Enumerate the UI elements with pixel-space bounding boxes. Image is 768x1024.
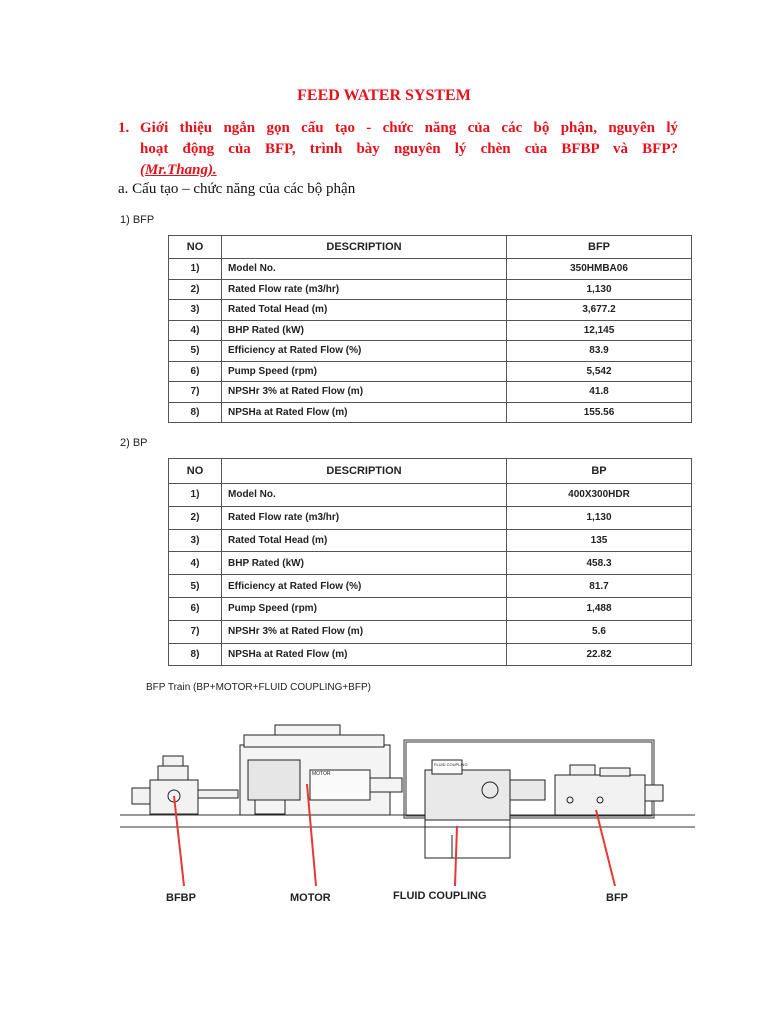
col-header-no: NO — [169, 459, 222, 484]
question-line-2: hoạt động của BFP, trình bày nguyên lý chèn của BFBP và BFP? — [140, 141, 678, 157]
row-value: 350HMBA06 — [507, 259, 692, 280]
row-description: Model No. — [222, 259, 507, 280]
bfp-pump — [555, 765, 663, 815]
row-value: 22.82 — [507, 643, 692, 666]
row-value: 83.9 — [507, 341, 692, 362]
row-description: Efficiency at Rated Flow (%) — [222, 575, 507, 598]
row-number: 7) — [169, 620, 222, 643]
question-number: 1. — [118, 120, 130, 136]
row-value: 5,542 — [507, 361, 692, 382]
row-value: 41.8 — [507, 382, 692, 403]
train-title: BFP Train (BP+MOTOR+FLUID COUPLING+BFP) — [146, 682, 371, 693]
col-header-description: DESCRIPTION — [222, 236, 507, 259]
col-header-description: DESCRIPTION — [222, 459, 507, 484]
row-description: Pump Speed (rpm) — [222, 361, 507, 382]
row-number: 1) — [169, 484, 222, 507]
row-number: 1) — [169, 259, 222, 280]
row-value: 5.6 — [507, 620, 692, 643]
subheading-a: a. Cấu tạo – chức năng của các bộ phận — [118, 181, 356, 197]
bfbp-pump — [132, 756, 238, 814]
row-description: Rated Flow rate (m3/hr) — [222, 279, 507, 300]
callout-bfp: BFP — [606, 892, 628, 904]
row-value: 155.56 — [507, 402, 692, 423]
fluid-coupling-unit — [425, 760, 545, 858]
row-value: 12,145 — [507, 320, 692, 341]
row-value: 1,130 — [507, 506, 692, 529]
bp-section-label: 2) BP — [120, 437, 148, 449]
row-value: 1,130 — [507, 279, 692, 300]
row-number: 6) — [169, 597, 222, 620]
row-description: BHP Rated (kW) — [222, 552, 507, 575]
question-author: (Mr.Thang). — [140, 162, 217, 178]
row-number: 4) — [169, 320, 222, 341]
row-number: 3) — [169, 300, 222, 321]
callout-fluid-coupling: FLUID COUPLING — [393, 890, 487, 902]
bfp-section-label: 1) BFP — [120, 214, 155, 226]
callout-motor: MOTOR — [290, 892, 331, 904]
row-description: NPSHa at Rated Flow (m) — [222, 643, 507, 666]
row-number: 2) — [169, 279, 222, 300]
row-value: 3,677.2 — [507, 300, 692, 321]
question-line-1: Giới thiệu ngắn gọn cấu tạo - chức năng của các bộ phận, nguyên lý — [140, 120, 678, 136]
coupling-plate-text: FLUID COUPLING — [434, 762, 468, 767]
row-number: 5) — [169, 575, 222, 598]
col-header-bfp: BFP — [507, 236, 692, 259]
row-description: Rated Total Head (m) — [222, 529, 507, 552]
row-value: 458.3 — [507, 552, 692, 575]
document-title: FEED WATER SYSTEM — [297, 87, 471, 104]
callout-bfbp: BFBP — [166, 892, 196, 904]
row-number: 5) — [169, 341, 222, 362]
row-number: 7) — [169, 382, 222, 403]
motor-unit — [240, 725, 402, 815]
row-number: 3) — [169, 529, 222, 552]
row-description: NPSHa at Rated Flow (m) — [222, 402, 507, 423]
row-number: 2) — [169, 506, 222, 529]
row-description: NPSHr 3% at Rated Flow (m) — [222, 382, 507, 403]
row-number: 6) — [169, 361, 222, 382]
row-value: 135 — [507, 529, 692, 552]
row-description: BHP Rated (kW) — [222, 320, 507, 341]
row-description: Pump Speed (rpm) — [222, 597, 507, 620]
row-description: Rated Flow rate (m3/hr) — [222, 506, 507, 529]
row-value: 400X300HDR — [507, 484, 692, 507]
row-description: NPSHr 3% at Rated Flow (m) — [222, 620, 507, 643]
row-description: Efficiency at Rated Flow (%) — [222, 341, 507, 362]
row-description: Model No. — [222, 484, 507, 507]
motor-plate-text: MOTOR — [312, 771, 331, 777]
row-description: Rated Total Head (m) — [222, 300, 507, 321]
col-header-no: NO — [169, 236, 222, 259]
row-number: 8) — [169, 402, 222, 423]
row-value: 1,488 — [507, 597, 692, 620]
row-number: 8) — [169, 643, 222, 666]
col-header-bp: BP — [507, 459, 692, 484]
row-number: 4) — [169, 552, 222, 575]
leader-bfp — [596, 810, 615, 886]
leader-fluid-coupling — [455, 826, 457, 886]
row-value: 81.7 — [507, 575, 692, 598]
